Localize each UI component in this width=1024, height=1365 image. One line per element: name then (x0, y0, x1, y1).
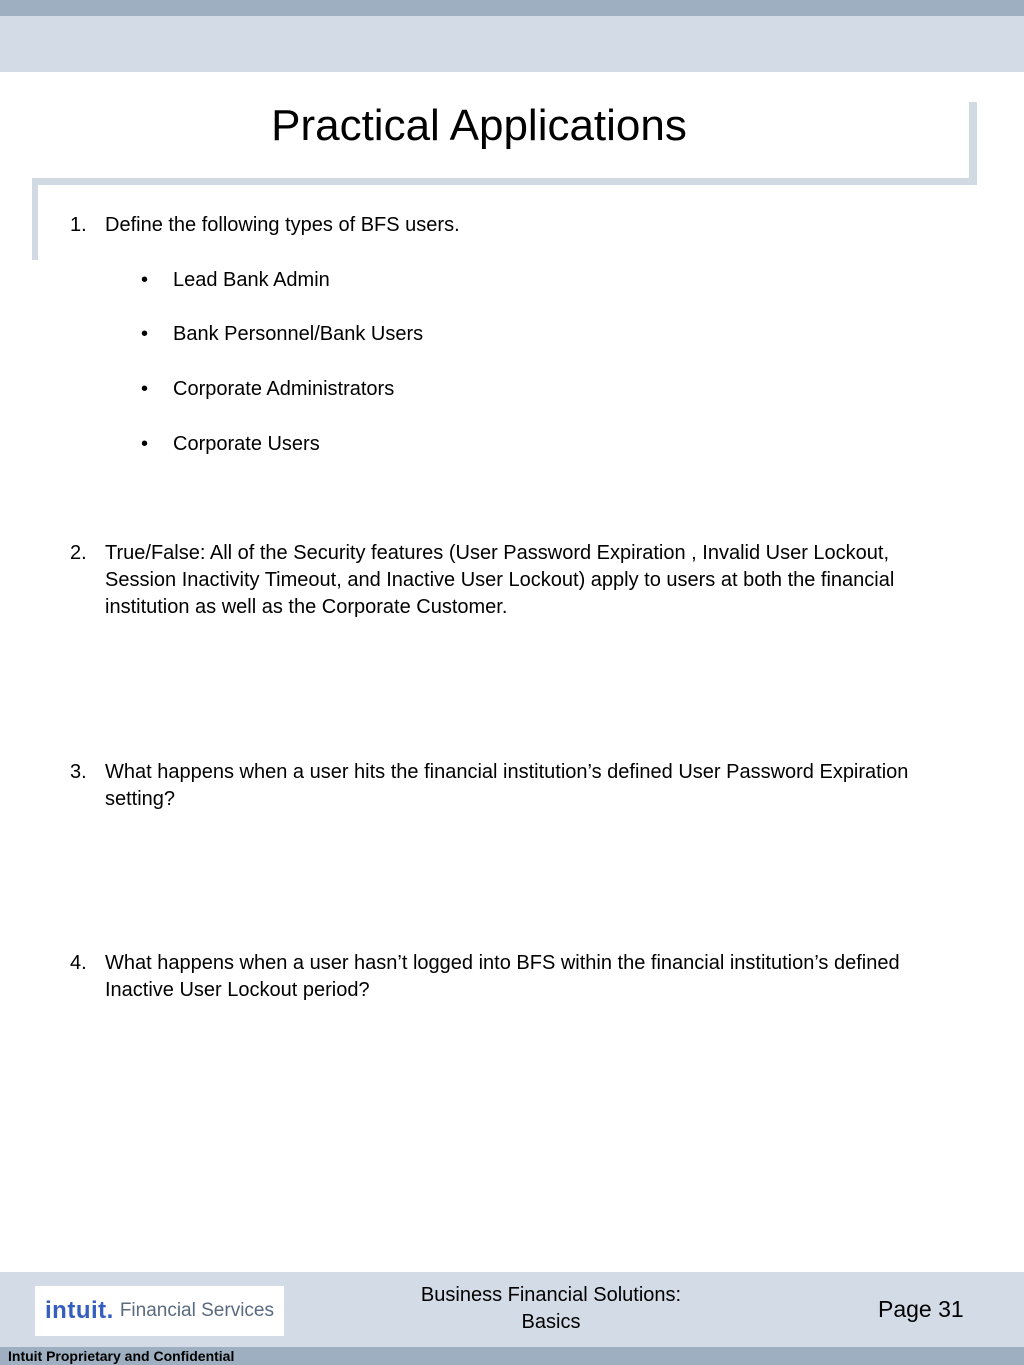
question-text: True/False: All of the Security features (User Password Expiration , Invalid User Lockout, Session Inactivity Timeout, and Inactive User Lockout) apply to users at both the financial institution as well as the Corporate Customer. (105, 542, 895, 618)
bullet-icon: • (141, 378, 149, 400)
bullet-item (141, 321, 423, 348)
title-frame-right (969, 102, 977, 184)
question-text: What happens when a user hits the financial institution’s defined User Password Expiration setting? (105, 761, 909, 810)
question-number: 2. (70, 542, 87, 564)
question-3 (70, 759, 950, 813)
course-title-line-2: Basics (521, 1311, 581, 1333)
question-4 (70, 950, 950, 1004)
bullet-item (141, 431, 320, 458)
question-text: What happens when a user hasn’t logged into BFS within the financial institution’s defined Inactive User Lockout period? (105, 952, 900, 1001)
logo-brand: intuit. (45, 1297, 114, 1324)
question-2 (70, 540, 950, 621)
bullet-text: Corporate Users (173, 433, 320, 455)
title-frame-left (32, 178, 38, 260)
bullet-icon: • (141, 433, 149, 455)
course-title (370, 1282, 732, 1336)
question-number: 1. (70, 214, 87, 236)
question-number: 3. (70, 761, 87, 783)
course-title-line-1: Business Financial Solutions: (420, 1284, 682, 1306)
bullet-text: Bank Personnel/Bank Users (173, 323, 424, 345)
intuit-logo (35, 1286, 284, 1336)
confidential-notice: Intuit Proprietary and Confidential (8, 1348, 235, 1364)
bullet-icon: • (141, 269, 149, 291)
question-1 (70, 212, 950, 239)
bullet-icon: • (141, 323, 149, 345)
question-text: Define the following types of BFS users. (105, 214, 460, 236)
bullet-text: Corporate Administrators (173, 378, 395, 400)
page-title: Practical Applications (271, 101, 687, 150)
bullet-item (141, 267, 330, 294)
bullet-item (141, 376, 394, 403)
top-band (0, 16, 1024, 72)
title-frame-bottom (32, 178, 977, 185)
question-number: 4. (70, 952, 87, 974)
bullet-text: Lead Bank Admin (173, 269, 330, 291)
logo-subtitle: Financial Services (119, 1300, 274, 1321)
page-number: Page 31 (878, 1296, 964, 1322)
top-strip (0, 0, 1024, 16)
